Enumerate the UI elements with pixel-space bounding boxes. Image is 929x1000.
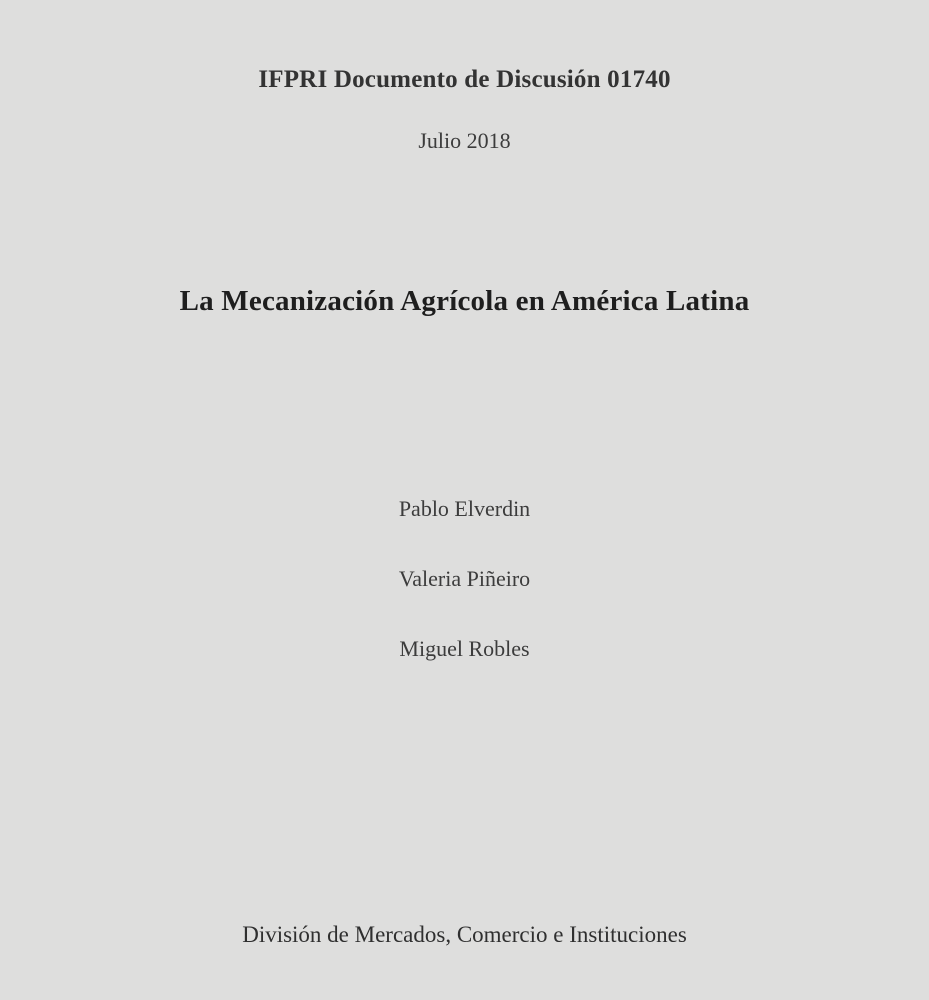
author-list: [0, 498, 929, 660]
author-name: Miguel Robles: [399, 636, 530, 661]
discussion-paper-number: IFPRI Documento de Discusión 01740: [258, 66, 671, 93]
division-name: División de Mercados, Comercio e Instituciones: [242, 922, 687, 947]
publication-date: Julio 2018: [418, 128, 511, 153]
author-name: Valeria Piñeiro: [398, 566, 531, 591]
author-name: Pablo Elverdin: [398, 496, 531, 521]
page-title: La Mecanización Agrícola en América Latina: [179, 285, 750, 317]
